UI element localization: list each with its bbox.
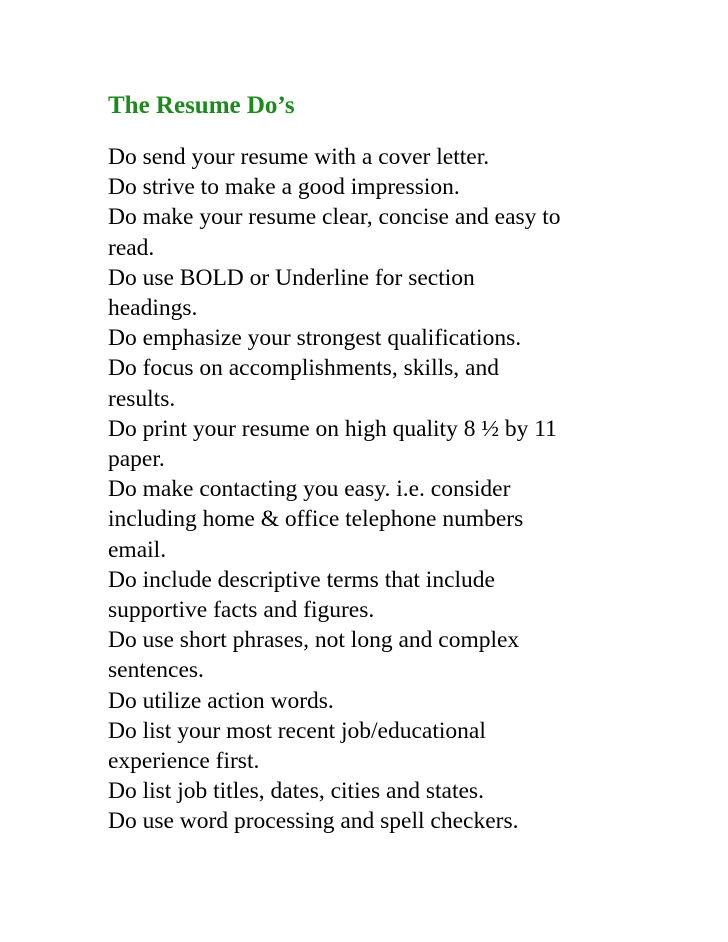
resume-dos-list (108, 142, 628, 837)
list-line: email. (108, 536, 167, 563)
list-line: Do use word processing and spell checkers. (108, 808, 519, 835)
list-line: Do emphasize your strongest qualifications. (108, 325, 522, 352)
list-line: supportive facts and figures. (108, 597, 375, 624)
list-line: sentences. (108, 657, 204, 684)
list-line: Do include descriptive terms that include (108, 566, 495, 593)
list-line: Do make your resume clear, concise and easy to (108, 204, 561, 231)
list-line: read. (108, 234, 155, 261)
list-line: results. (108, 385, 176, 412)
list-line: Do use short phrases, not long and complex (108, 627, 520, 654)
list-line: Do strive to make a good impression. (108, 174, 460, 201)
list-line: Do use BOLD or Underline for section (108, 264, 475, 291)
list-line: Do list your most recent job/educational (108, 717, 486, 744)
list-line: paper. (108, 446, 165, 473)
list-line: Do send your resume with a cover letter. (108, 144, 490, 170)
list-line: Do make contacting you easy. i.e. consider (108, 476, 511, 503)
list-line: headings. (108, 295, 198, 322)
page-title: The Resume Do’s (108, 92, 295, 119)
list-line: Do list job titles, dates, cities and states. (108, 778, 484, 805)
list-line: Do utilize action words. (108, 687, 334, 714)
list-line: experience first. (108, 748, 260, 775)
list-line: Do focus on accomplishments, skills, and (108, 355, 499, 382)
list-line: including home & office telephone numbers (108, 506, 524, 533)
list-line: Do print your resume on high quality 8 ½ by 11 (108, 415, 557, 442)
